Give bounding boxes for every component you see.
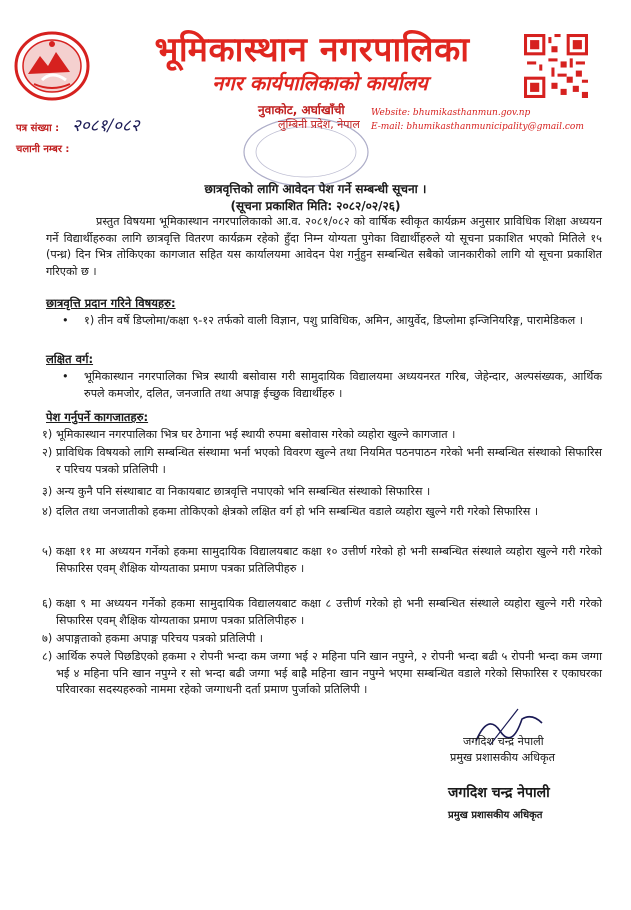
dispatch-number-label: चलानी नम्बर : — [16, 144, 70, 155]
bullet-icon: • — [62, 314, 69, 327]
document-item-number: ४) — [42, 505, 53, 518]
subject-item — [62, 313, 602, 330]
ref-number-value: २०८१/०८२ — [72, 116, 140, 136]
website-text: Website: bhumikasthanmun.gov.np — [371, 108, 531, 118]
designation-stamp: प्रमुख प्रशासकीय अधिकृत — [448, 810, 543, 821]
office-address-place: नुवाकोट, अर्घाखाँची — [258, 103, 345, 117]
document-item-text: कक्षा ११ मा अध्ययन गर्नेको हकमा सामुदायिक विद्यालयबाट कक्षा १० उत्तीर्ण गरेको हो भनी सम्बन्धित संस्थाले व्यहोरा खुल्ने गरी गरेको सिफारिस एवम् शैक्षिक योग्यताका प्रमाण पत्रका प्रतिलिपीहरु । — [56, 545, 602, 575]
document-item-number: १) — [42, 428, 53, 441]
signatory-name: जगदिश चन्द्र नेपाली — [463, 735, 544, 748]
subjects-heading: छात्रवृत्ति प्रदान गरिने विषयहरु: — [46, 296, 176, 310]
notice-heading: छात्रवृत्तिको लागि आवेदन पेश गर्ने सम्बन्धी सूचना । — [204, 182, 427, 196]
document-item-text: आर्थिक रुपले पिछडिएको हकमा २ रोपनी भन्दा कम जग्गा भई २ महिना पनि खान नपुग्ने, २ रोपनी भन्दा बढी ५ रोपनी भन्दा कम जग्गा भई ४ महिना पनि खान नपुग्ने र सो भन्दा बढी जग्गा भई बाह्रै महिना खान नपुग्ने भएमा सम्बन्धित वडाले गरेको सिफारिस र एकाघरका परिवारका सदस्यहरुको नाममा रहेको जग्गाधनी दर्ता प्रमाण पुर्जाको प्रतिलिपी । — [56, 650, 602, 697]
signatory-designation: प्रमुख प्रशासकीय अधिकृत — [450, 751, 556, 764]
municipality-emblem — [12, 30, 92, 102]
qr-code-icon — [524, 34, 588, 98]
email-text: E-mail: bhumikasthanmunicipality@gmail.com — [371, 122, 584, 132]
document-item — [42, 544, 602, 577]
document-item — [42, 631, 602, 648]
office-subtitle: नगर कार्यपालिकाको कार्यालय — [212, 71, 428, 95]
document-item-text: अपाङ्गताको हकमा अपाङ्ग परिचय पत्रको प्रतिलिपी । — [56, 632, 264, 645]
document-item — [42, 596, 602, 629]
document-item-text: भूमिकास्थान नगरपालिका भित्र घर ठेगाना भई स्थायी रुपमा बसोवास गरेको व्यहोरा खुल्ने कागजात । — [56, 428, 456, 441]
office-address-province: लुम्बिनी प्रदेश, नेपाल — [278, 118, 360, 131]
document-item-number: ८) — [42, 650, 53, 663]
target-heading: लक्षित वर्ग: — [46, 352, 94, 366]
name-stamp: जगदिश चन्द्र नेपाली — [448, 785, 550, 801]
bullet-icon: • — [62, 370, 69, 383]
document-item — [42, 649, 602, 699]
municipality-title: भूमिकास्थान नगरपालिका — [154, 30, 470, 70]
notice-date: (सूचना प्रकाशित मिति: २०८२/०२/२६) — [230, 199, 401, 213]
documents-heading: पेश गर्नुपर्ने कागजातहरु: — [46, 410, 149, 424]
document-item-number: ६) — [42, 597, 53, 610]
document-item — [42, 504, 602, 521]
subject-item-text: १) तीन वर्षे डिप्लोमा/कक्षा ९-१२ तर्फको वाली विज्ञान, पशु प्राविधिक, अमिन, आयुर्वेद, डिप्लोमा इन्जिनियरिङ्ग, पारामेडिकल । — [84, 314, 583, 327]
document-item — [42, 427, 602, 444]
document-item-text: दलित तथा जनजातीको हकमा तोकिएको क्षेत्रको लक्षित वर्ग हो भनि सम्बन्धित वडाले व्यहोरा खुल्ने गरी गरेको सिफारिस । — [56, 505, 539, 518]
document-item-number: ३) — [42, 485, 53, 498]
document-item — [42, 484, 602, 501]
document-item-number: ७) — [42, 632, 53, 645]
target-item-text: भूमिकास्थान नगरपालिका भित्र स्थायी बसोवास गरी सामुदायिक विद्यालयमा अध्ययनरत गरिब, जेहेन्दार, अल्पसंख्यक, आर्थिक रुपले कमजोर, दलित, जनजाति तथा अपाङ्ग ईच्छुक विद्यार्थीहरु । — [84, 370, 602, 400]
ref-number-label: पत्र संख्या : — [16, 123, 60, 134]
document-item-text: कक्षा ९ मा अध्ययन गर्नेको हकमा सामुदायिक विद्यालयबाट कक्षा ८ उत्तीर्ण गरेको हो भनी सम्बन्धित संस्थाले व्यहोरा खुल्ने गरी गरेको सिफारिस एवम् शैक्षिक योग्यताका प्रमाण पत्रका प्रतिलिपीहरु । — [56, 597, 602, 627]
notice-intro: प्रस्तुत विषयमा भूमिकास्थान नगरपालिकाको आ.व. २०८१/०८२ को वार्षिक स्वीकृत कार्यक्रम अनुसार प्राविधिक शिक्षा अध्ययन गर्ने विद्यार्थीहरुका लागि छात्रवृत्ति वितरण कार्यक्रम रहेको हुँदा निम्न योग्यता पुगेका विद्यार्थीहरुले यो सूचना प्रकाशित भएको मितिले १५ (पन्ध्र) दिन भित्र तोकिएका कागजात सहित यस कार्यालयमा आवेदन पेश गर्नुहुन सम्बन्धित सबैको जानकारीको लागि यो सूचना प्रकाशित गरिएको छ । — [46, 215, 602, 278]
document-item-number: २) — [42, 446, 53, 459]
document-item — [42, 445, 602, 478]
document-item-text: अन्य कुनै पनि संस्थाबाट वा निकायबाट छात्रवृत्ति नपाएको भनि सम्बन्धित संस्थाको सिफारिस । — [56, 485, 431, 498]
document-item-number: ५) — [42, 545, 53, 558]
target-item — [62, 369, 602, 402]
document-item-text: प्राविधिक विषयको लागि सम्बन्धित संस्थामा भर्ना भएको विवरण खुल्ने तथा नियमित पठनपाठन गरेको भनी सम्बन्धित संस्थाको सिफारिस र परिचय पत्रको प्रतिलिपी । — [56, 446, 602, 476]
